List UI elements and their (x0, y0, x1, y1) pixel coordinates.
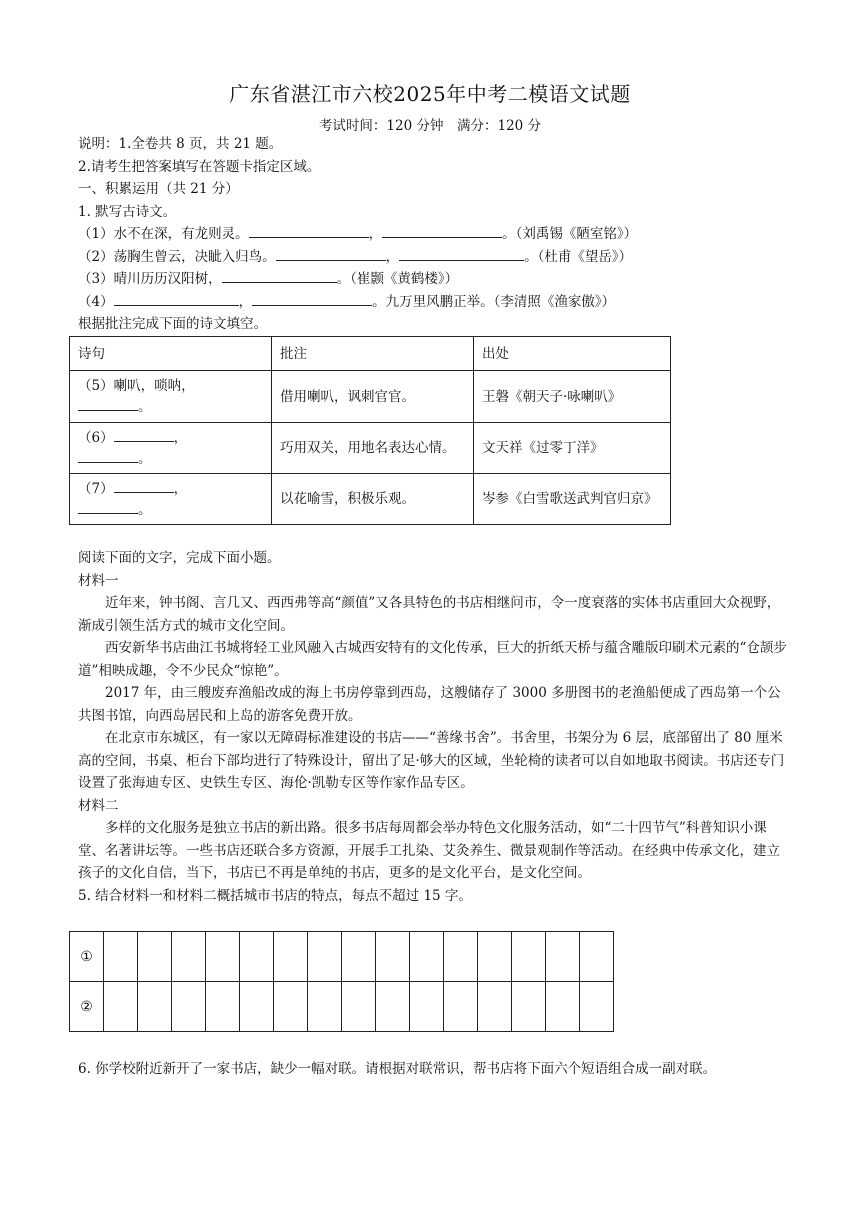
note-line: 说明：1.全卷共 8 页，共 21 题。 (78, 136, 283, 152)
grid-cell[interactable] (104, 932, 138, 982)
grid-cell[interactable] (342, 982, 376, 1032)
section-heading: 一、积累运用（共 21 分） (78, 181, 239, 197)
grid-cell[interactable] (308, 932, 342, 982)
grid-cell[interactable] (512, 982, 546, 1032)
grid-cell[interactable] (206, 932, 240, 982)
table-intro: 根据批注完成下面的诗文填空。 (78, 316, 267, 332)
question-stem: 1. 默写古诗文。 (78, 203, 177, 220)
grid-cell[interactable] (410, 982, 444, 1032)
answer-grid (69, 931, 614, 1032)
grid-cell[interactable] (308, 982, 342, 1032)
grid-cell[interactable] (376, 982, 410, 1032)
q1-item: （2）荡胸生曾云，决眦入归鸟。 ， 。（杜甫《望岳》） (78, 246, 788, 269)
grid-label: ① (70, 932, 104, 982)
table-header: 诗句 (70, 337, 272, 371)
grid-cell[interactable] (274, 932, 308, 982)
reading-intro: 阅读下面的文字，完成下面小题。 (78, 550, 281, 566)
material-label: 材料二 (78, 797, 119, 814)
answer-blank[interactable] (78, 396, 138, 411)
paragraph: 近年来，钟书阁、言几又、西西弗等高“颜值”又各具特色的书店相继问市，令一度衰落的实体书店重回大众视野，渐成引领生活方式的城市文化空间。 (78, 595, 781, 634)
grid-cell[interactable] (512, 932, 546, 982)
material-label: 材料一 (78, 572, 119, 589)
grid-cell[interactable] (376, 932, 410, 982)
paragraph: 多样的文化服务是独立书店的新出路。很多书店每周都会举办特色文化服务活动，如“二十四节气”科普知识小课堂、名著讲坛等。一些书店还联合多方资源，开展手工扎染、艾灸养生、微景观制作等活动。在经典中传承文化，建立孩子的文化自信，当下，书店已不再是单纯的书店，更多的是文化平台，是文化空间。 (78, 820, 780, 881)
grid-row (70, 932, 614, 982)
table-header: 批注 (272, 337, 474, 371)
paragraph: 2017 年，由三艘废弃渔船改成的海上书房停靠到西岛，这艘储存了 3000 多册图书的老渔船便成了西岛第一个公共图书馆，向西岛居民和上岛的游客免费开放。 (78, 685, 781, 724)
answer-blank[interactable] (249, 223, 369, 238)
grid-cell[interactable] (172, 932, 206, 982)
table-header: 出处 (474, 337, 671, 371)
grid-cell[interactable] (546, 982, 580, 1032)
reading-passage (78, 547, 788, 907)
source-cell: 岑参《白雪歌送武判官归京》 (474, 474, 671, 525)
grid-cell[interactable] (478, 932, 512, 982)
answer-blank[interactable] (399, 246, 524, 261)
grid-cell[interactable] (104, 982, 138, 1032)
q1-item: （1）水不在深，有龙则灵。 ， 。（刘禹锡《陋室铭》） (78, 223, 788, 246)
grid-cell[interactable] (240, 932, 274, 982)
verse-cell: （5）喇叭，唢呐， 。 (70, 371, 272, 423)
verse-cell: （6） ， 。 (70, 423, 272, 474)
grid-cell[interactable] (138, 982, 172, 1032)
source-cell: 王磐《朝天子·咏喇叭》 (474, 371, 671, 423)
note-cell: 以花喻雪，积极乐观。 (272, 474, 474, 525)
q1-item: （3）晴川历历汉阳树， 。（崔颢《黄鹤楼》） (78, 268, 788, 291)
grid-cell[interactable] (410, 932, 444, 982)
question-stem: 5. 结合材料一和材料二概括城市书店的特点，每点不超过 15 字。 (78, 887, 472, 904)
grid-cell[interactable] (444, 982, 478, 1032)
grid-cell[interactable] (478, 982, 512, 1032)
grid-cell[interactable] (206, 982, 240, 1032)
instructions (78, 133, 788, 336)
source-cell: 文天祥《过零丁洋》 (474, 423, 671, 474)
grid-cell[interactable] (580, 982, 614, 1032)
question-stem: 6. 你学校附近新开了一家书店，缺少一幅对联。请根据对联常识，帮书店将下面六个短语组合成一副对联。 (78, 1061, 717, 1077)
table-row (70, 474, 671, 525)
grid-cell[interactable] (274, 982, 308, 1032)
answer-blank[interactable] (114, 427, 174, 442)
grid-cell[interactable] (172, 982, 206, 1032)
grid-cell[interactable] (580, 932, 614, 982)
table-header-row (70, 337, 671, 371)
poem-table (69, 336, 671, 525)
answer-blank[interactable] (222, 268, 337, 283)
note-cell: 借用喇叭，讽刺官官。 (272, 371, 474, 423)
answer-blank[interactable] (78, 499, 138, 514)
answer-blank[interactable] (114, 291, 239, 306)
grid-cell[interactable] (240, 982, 274, 1032)
answer-blank[interactable] (252, 291, 372, 306)
paragraph: 在北京市东城区，有一家以无障碍标准建设的书店——“善缘书舍”。书舍里，书架分为 6 层，底部留出了 80 厘米高的空间，书桌、柜台下部均进行了特殊设计，留出了足·够大的区域，坐轮椅的读者可以自如地取书阅读。书店还专门设置了张海迪专区、史铁生专区、海伦·凯勒专区等作家作品专区。 (78, 730, 785, 791)
verse-cell: （7） ， 。 (70, 474, 272, 525)
q1-item: （4） ， 。九万里风鹏正举。（李清照《渔家傲》） (78, 291, 788, 314)
table-row (70, 371, 671, 423)
grid-label: ② (70, 982, 104, 1032)
question-6 (78, 1058, 788, 1081)
answer-blank[interactable] (78, 448, 138, 463)
note-line: 2.请考生把答案填写在答题卡指定区域。 (78, 158, 321, 175)
grid-row (70, 982, 614, 1032)
note-cell: 巧用双关，用地名表达心情。 (272, 423, 474, 474)
paragraph: 西安新华书店曲江书城将轻工业风融入古城西安特有的文化传承，巨大的折纸天桥与蕴含雕版印刷术元素的“仓颉步道”相映成趣，令不少民众“惊艳”。 (78, 640, 787, 679)
exam-info: 考试时间：120 分钟 满分：120 分 (318, 118, 542, 134)
page-title: 广东省湛江市六校2025年中考二模语文试题 (229, 82, 631, 106)
grid-cell[interactable] (546, 932, 580, 982)
grid-cell[interactable] (444, 932, 478, 982)
answer-blank[interactable] (382, 223, 502, 238)
grid-cell[interactable] (342, 932, 376, 982)
table-row (70, 423, 671, 474)
answer-blank[interactable] (114, 478, 174, 493)
answer-blank[interactable] (276, 246, 386, 261)
grid-cell[interactable] (138, 932, 172, 982)
